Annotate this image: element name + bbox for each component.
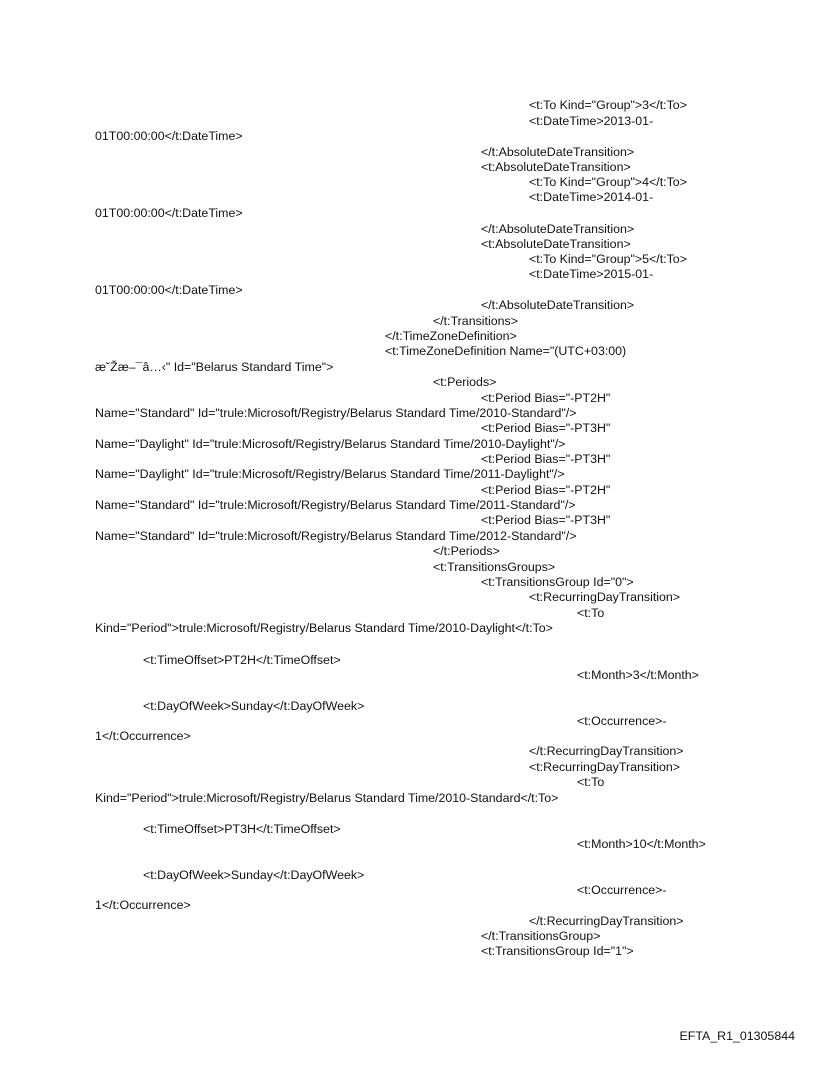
text-line: <t:AbsoluteDateTransition> bbox=[481, 160, 631, 174]
text-line: 01T00:00:00</t:DateTime> bbox=[95, 129, 243, 143]
text-line: <t:To Kind="Group">3</t:To> bbox=[529, 98, 687, 112]
text-line: 1</t:Occurrence> bbox=[95, 898, 191, 912]
text-line: </t:Periods> bbox=[433, 544, 500, 558]
text-line: <t:To Kind="Group">4</t:To> bbox=[529, 175, 687, 189]
text-line: </t:AbsoluteDateTransition> bbox=[481, 298, 635, 312]
text-line: <t:Period Bias="-PT3H" bbox=[481, 513, 611, 527]
text-line: <t:RecurringDayTransition> bbox=[529, 590, 681, 604]
text-line: Name="Daylight" Id="trule:Microsoft/Registry/Belarus Standard Time/2011-Daylight"/> bbox=[95, 467, 565, 481]
text-line: <t:Period Bias="-PT2H" bbox=[481, 391, 611, 405]
text-line: <t:TimeOffset>PT3H</t:TimeOffset> bbox=[143, 822, 341, 836]
text-line: 01T00:00:00</t:DateTime> bbox=[95, 283, 243, 297]
text-line: </t:AbsoluteDateTransition> bbox=[481, 145, 635, 159]
text-line: </t:RecurringDayTransition> bbox=[529, 744, 684, 758]
text-line: <t:TransitionsGroup Id="0"> bbox=[481, 575, 634, 589]
text-line: 01T00:00:00</t:DateTime> bbox=[95, 206, 243, 220]
text-line: <t:Period Bias="-PT3H" bbox=[481, 421, 611, 435]
text-line: Name="Standard" Id="trule:Microsoft/Registry/Belarus Standard Time/2012-Standard"/> bbox=[95, 529, 577, 543]
document-id-footer: EFTA_R1_01305844 bbox=[679, 1029, 795, 1043]
text-line: <t:DateTime>2015-01- bbox=[529, 267, 654, 281]
text-line: Kind="Period">trule:Microsoft/Registry/Belarus Standard Time/2010-Daylight</t:To> bbox=[95, 621, 553, 635]
text-line: </t:RecurringDayTransition> bbox=[529, 914, 684, 928]
text-line: 1</t:Occurrence> bbox=[95, 729, 191, 743]
text-line: Name="Standard" Id="trule:Microsoft/Registry/Belarus Standard Time/2011-Standard"/> bbox=[95, 498, 576, 512]
text-line: <t:TimeZoneDefinition Name="(UTC+03:00) bbox=[385, 344, 627, 358]
text-line: Kind="Period">trule:Microsoft/Registry/Belarus Standard Time/2010-Standard</t:To> bbox=[95, 791, 559, 805]
text-line: <t:Month>3</t:Month> bbox=[577, 668, 699, 682]
text-line: <t:DateTime>2013-01- bbox=[529, 114, 654, 128]
text-line: <t:Period Bias="-PT2H" bbox=[481, 483, 611, 497]
text-line: </t:TimeZoneDefinition> bbox=[385, 329, 517, 343]
text-line: <t:AbsoluteDateTransition> bbox=[481, 237, 631, 251]
text-line: </t:AbsoluteDateTransition> bbox=[481, 222, 635, 236]
text-line: <t:To bbox=[577, 606, 605, 620]
text-line: <t:Occurrence>- bbox=[577, 714, 667, 728]
text-line: <t:To Kind="Group">5</t:To> bbox=[529, 252, 687, 266]
text-line: <t:Period Bias="-PT3H" bbox=[481, 452, 611, 466]
text-line: </t:TransitionsGroup> bbox=[481, 929, 601, 943]
text-line: <t:TimeOffset>PT2H</t:TimeOffset> bbox=[143, 653, 341, 667]
text-line: <t:Periods> bbox=[433, 375, 497, 389]
text-line: <t:DayOfWeek>Sunday</t:DayOfWeek> bbox=[143, 699, 365, 713]
text-line: </t:Transitions> bbox=[433, 314, 518, 328]
text-line: <t:TransitionsGroups> bbox=[433, 560, 556, 574]
text-line: Name="Standard" Id="trule:Microsoft/Registry/Belarus Standard Time/2010-Standard"/> bbox=[95, 406, 577, 420]
text-line: <t:DateTime>2014-01- bbox=[529, 190, 654, 204]
text-line: <t:Month>10</t:Month> bbox=[577, 837, 706, 851]
text-line: Name="Daylight" Id="trule:Microsoft/Registry/Belarus Standard Time/2010-Daylight"/> bbox=[95, 437, 566, 451]
text-line: <t:Occurrence>- bbox=[577, 883, 667, 897]
text-line: <t:RecurringDayTransition> bbox=[529, 760, 681, 774]
text-line: æ˘Žæ–¯â…‹" Id="Belarus Standard Time"> bbox=[95, 360, 334, 374]
text-line: <t:To bbox=[577, 775, 605, 789]
text-line: <t:DayOfWeek>Sunday</t:DayOfWeek> bbox=[143, 868, 365, 882]
text-line: <t:TransitionsGroup Id="1"> bbox=[481, 944, 634, 958]
